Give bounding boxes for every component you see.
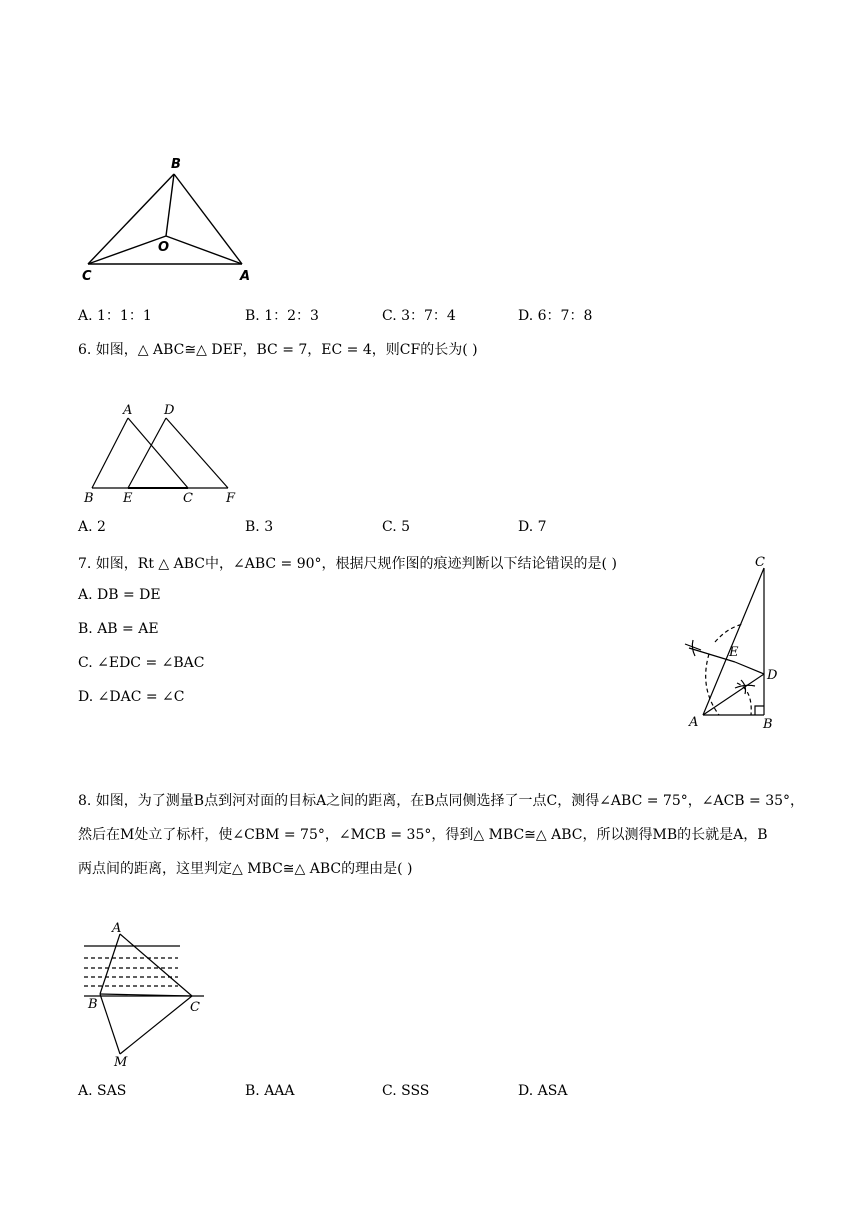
q7-stem: 7. 如图，Rt △ ABC中，∠ABC = 90°，根据尺规作图的痕迹判断以下结论错误的是( ) (78, 556, 617, 572)
q6-label-b: B (84, 491, 94, 506)
q5-option-a[interactable]: A. 1：1：1 (78, 308, 152, 324)
q8-stem-line3: 两点间的距离，这里判定△ MBC≅△ ABC的理由是( ) (78, 861, 413, 877)
q8-label-c: C (190, 1000, 200, 1015)
q7-option-a[interactable]: A. DB = DE (78, 587, 161, 603)
q5-label-a: A (240, 269, 251, 284)
q8-label-m: M (114, 1055, 128, 1070)
q7-label-b: B (763, 717, 773, 732)
q6-label-a: A (123, 403, 133, 418)
q5-label-c: C (82, 269, 92, 284)
q5-label-b: B (171, 157, 181, 172)
q8-option-c[interactable]: C. SSS (382, 1083, 430, 1099)
q6-label-c: C (183, 491, 193, 506)
q7-option-b[interactable]: B. AB = AE (78, 621, 159, 637)
q7-label-c: C (755, 555, 765, 570)
q6-option-d[interactable]: D. 7 (518, 519, 547, 535)
q8-stem-line1: 8. 如图，为了测量B点到河对面的目标A之间的距离，在B点同侧选择了一点C，测得∠ABC = 75°，∠ACB = 35°， (78, 793, 805, 809)
q8-option-b[interactable]: B. AAA (245, 1083, 295, 1099)
q7-label-d: D (767, 668, 778, 683)
q6-stem: 6. 如图，△ ABC≅△ DEF，BC = 7，EC = 4，则CF的长为( ) (78, 342, 478, 358)
q5-label-o: O (158, 240, 170, 255)
q5-option-c[interactable]: C. 3：7：4 (382, 308, 456, 324)
q8-option-d[interactable]: D. ASA (518, 1083, 568, 1099)
q8-label-b: B (88, 997, 98, 1012)
q5-option-d[interactable]: D. 6：7：8 (518, 308, 593, 324)
q6-option-b[interactable]: B. 3 (245, 519, 274, 535)
q7-option-c[interactable]: C. ∠EDC = ∠BAC (78, 655, 205, 671)
q6-option-c[interactable]: C. 5 (382, 519, 411, 535)
q6-figure (78, 400, 248, 508)
q8-option-a[interactable]: A. SAS (78, 1083, 127, 1099)
q8-label-a: A (112, 921, 122, 936)
q6-label-d: D (164, 403, 175, 418)
q7-figure (675, 548, 795, 736)
q8-stem-line2: 然后在M处立了标杆，使∠CBM = 75°，∠MCB = 35°，得到△ MBC≅△ ABC，所以测得MB的长就是A，B (78, 827, 768, 843)
q7-label-a: A (689, 715, 699, 730)
q5-figure (78, 150, 268, 285)
q7-label-e: E (729, 645, 739, 660)
q6-label-f: F (226, 491, 236, 506)
q8-figure (78, 920, 218, 1072)
q6-label-e: E (123, 491, 133, 506)
q5-option-b[interactable]: B. 1：2：3 (245, 308, 319, 324)
q6-option-a[interactable]: A. 2 (78, 519, 106, 535)
q7-option-d[interactable]: D. ∠DAC = ∠C (78, 689, 185, 705)
